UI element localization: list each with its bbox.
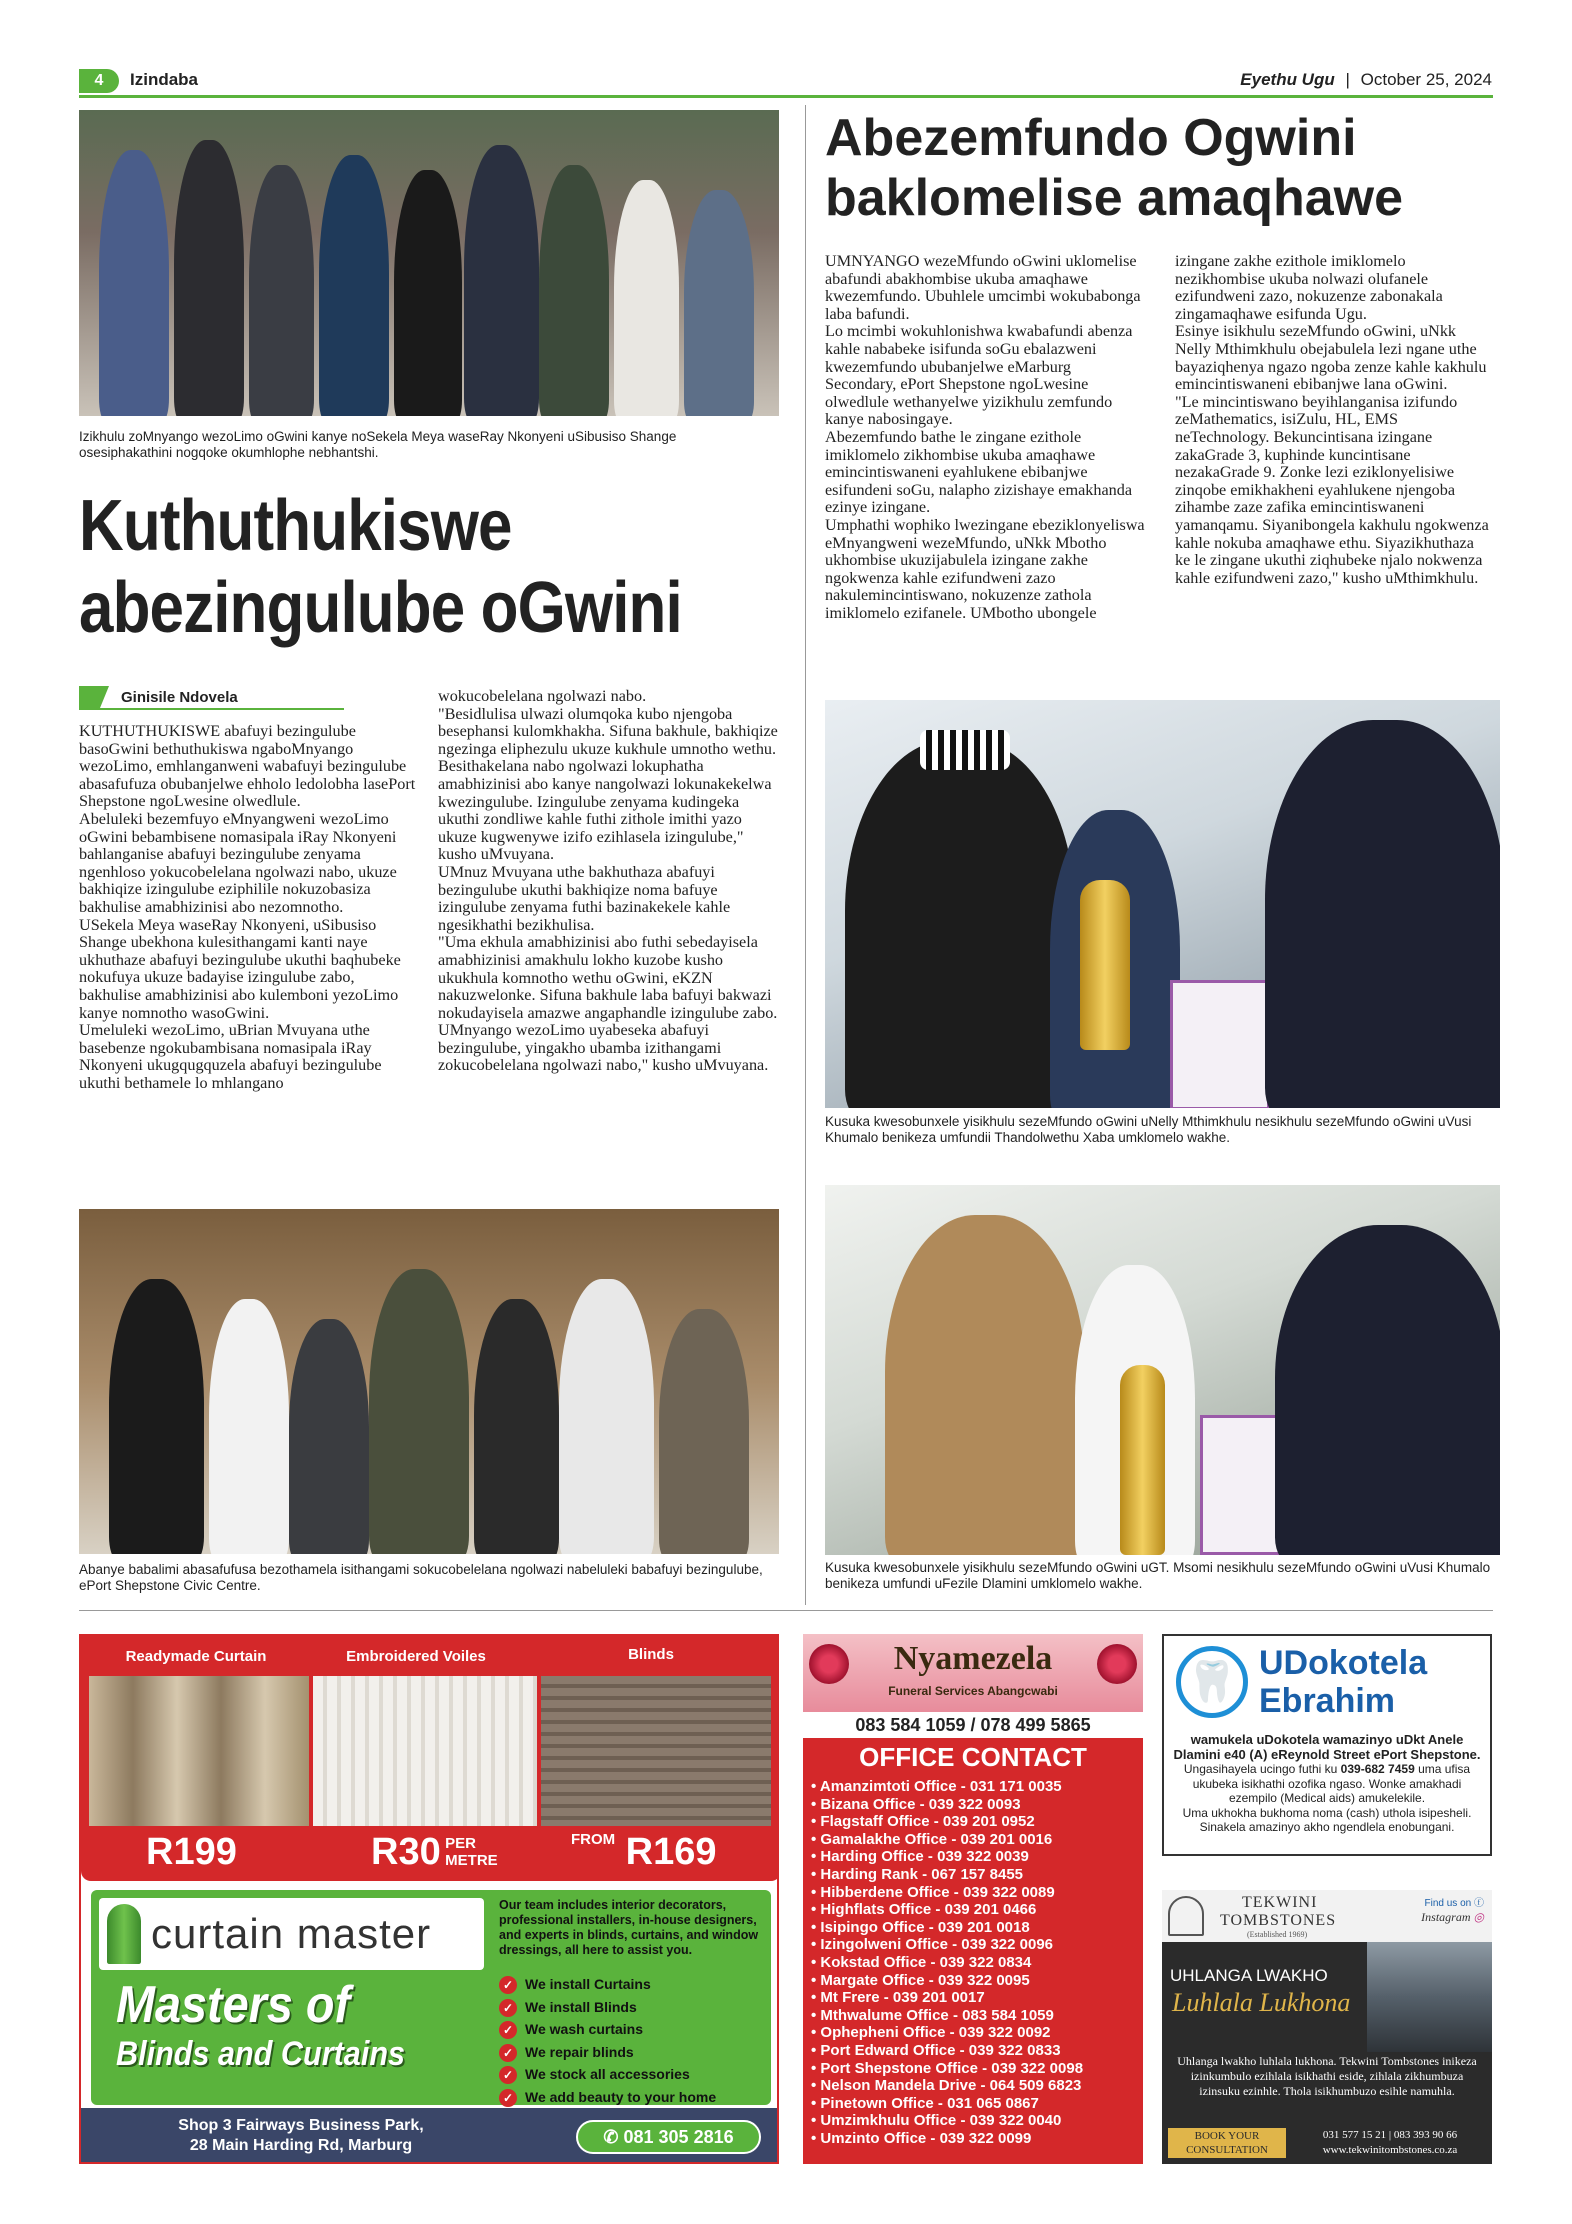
tekwini-logo-icon	[1168, 1896, 1204, 1936]
award-photo-fezile	[825, 1185, 1500, 1555]
curtain-logo-icon	[107, 1904, 141, 1964]
service-item: ✓ We repair blinds	[499, 2041, 769, 2064]
office-contact-heading: OFFICE CONTACT	[859, 1742, 1087, 1772]
left-headline	[79, 485, 784, 649]
award-photo-thandolwethu	[825, 700, 1500, 1108]
dentist-body	[1170, 1732, 1484, 1835]
rose-icon-left	[809, 1644, 849, 1684]
price-blinds	[571, 1831, 716, 1874]
office-item: • Harding Office - 039 322 0039	[811, 1848, 1029, 1866]
office-item: • Mthwalume Office - 083 584 1059	[811, 2006, 1054, 2024]
left-col2-para4: "Uma ekhula amabhizinisi abo futhi sebedayisela amabhizinisi amakhulu lokho kuzobe kusho ukukhula komnotho wethu oGwini, eKZN nakuzwelonke. Sifuna bakhule laba bafuyi bakwazi nokudayisela amazwe angaphandle izingulube zabo. UMnyango wezoLimo uyabeseka abafuyi bezingulube, yingakho ubamba izithangami zokucobelelana ngolwazi nabo," kusho uMvuyana.	[438, 933, 778, 1075]
publication-info	[1240, 70, 1492, 90]
curtain-address-line1: Shop 3 Fairways Business Park,	[178, 2117, 424, 2134]
right-col2-para2: Esinye isikhulu sezeMfundo oGwini, uNkk Nelly Mthimkhulu obejabulela lezi ngane uthe bayaziqhenya ngazo ngoba zenze kahle kakhulu emincintiswaneni ebibanjwe lana oGwini.	[1175, 322, 1487, 394]
facebook-icon: ⓕ	[1474, 1898, 1484, 1909]
office-item: • Nelson Mandela Drive - 064 509 6823	[811, 2077, 1082, 2095]
dentist-header	[1164, 1636, 1490, 1726]
curtain-brand-box	[99, 1898, 484, 1970]
check-icon: ✓	[499, 2021, 517, 2039]
curtain-phone-pill	[576, 2120, 761, 2154]
left-col2-para2: "Besidlulisa ulwazi olumqoka kubo njengoba besephansi kulomkhakha. Sifuna bakhule, bakhiqize ngezinga eliphezulu ukuze kukhule umnotho wethu. Besithakelana nabo ngolwazi lokuphatha amabhizinisi abo kanye nangolwazi lokunakekelwa kwezingulube. Izingulube zenyama kudingeka ukuthi zondliwe kahle futhi zithole imithi yazo ukuze kugwenywe izifo ezihlasela izingulube," kusho uMvuyana.	[438, 704, 778, 864]
office-item: • Port Shepstone Office - 039 322 0098	[811, 2059, 1084, 2077]
dentist-ad	[1162, 1634, 1492, 1856]
office-item: • Pinetown Office - 031 065 0867	[811, 2094, 1039, 2112]
photo4-caption: Kusuka kwesobunxele yisikhulu sezeMfundo oGwini uGT. Msomi nesikhulu sezeMfundo oGwini uVusi Khumalo benikeza umfundi uFezile Dlamini umklomelo wakhe.	[825, 1560, 1491, 1591]
price-voiles	[371, 1831, 498, 1874]
left-article-col1	[79, 723, 419, 1092]
rose-icon-right	[1097, 1644, 1137, 1684]
curtain-footer	[81, 2108, 779, 2164]
office-item: • Izingolweni Office - 039 322 0096	[811, 1936, 1054, 1954]
left-col1-para4: Umeluleki wezoLimo, uBrian Mvuyana uthe basebenze ngokubambisana nomasipala iRay Nkonyeni ukugqugquzela abafuyi bezingulube ukuthi bethamele lo mhlangano	[79, 1021, 382, 1092]
office-item: • Flagstaff Office - 039 201 0952	[811, 1813, 1035, 1831]
tekwini-website: www.tekwinitombstones.co.za	[1322, 2144, 1458, 2156]
price-from-label: FROM	[571, 1831, 616, 1848]
left-col1-para2: Abeluleki bezemfuyo eMnyangweni wezoLimo oGwini bebambisene nomasipala iRay Nkonyeni bahlanganise abafuyi bezingulube zenyama ngenhloso yokucobelelana ngolwazi nabo, ukuze bakhiqize izingulube eziphilile nokuzobasiza bakhulise amabhizinisi abo nezomnotho.	[79, 809, 397, 916]
office-item: • Gamalakhe Office - 039 201 0016	[811, 1830, 1053, 1848]
header-separator: |	[1345, 70, 1350, 89]
right-article-col2	[1175, 253, 1493, 587]
tekwini-find-us: Find us on ⓕ	[1424, 1898, 1484, 1909]
column-divider	[805, 105, 806, 1605]
photo1-caption: Izikhulu zoMnyango wezoLimo oGwini kanye noSekela Meya waseRay Nkonyeni uSibusiso Shange osesiphakathini nogqoke okumhlophe nebhantshi.	[79, 429, 677, 460]
price-metre-label: METRE	[445, 1852, 498, 1869]
left-col2-para3: UMnuz Mvuyana uthe bakhuthaza abafuyi bezingulube ukuthi bakhiqize noma bafuye izingulube zenyama futhi bazinakekele kahle ngesikhathi bezikhulisa.	[438, 862, 731, 934]
office-item: • Umzinto Office - 039 322 0099	[811, 2129, 1032, 2147]
left-col1-para3: USekela Meya waseRay Nkonyeni, uSibusiso Shange ubekhona kulesithangami kanti naye ukhuthaze abafuyi bezingulube ukuthi baqhubeke nokufuya ukuze badayise izingulube zabo, bakhulise amabhizinisi abo kulemboni yezoLimo kanye nomnotho wasoGwini.	[79, 915, 401, 1022]
book-label-line2: CONSULTATION	[1186, 2144, 1268, 2156]
embroidered-voiles-photo	[313, 1676, 537, 1826]
dentist-phone: 039-682 7459	[1340, 1762, 1415, 1776]
right-col2-para3: "Le mincintiswano beyihlanganisa izifundo zeMathematics, isiZulu, HL, EMS neTechnology. Bekuncintisana izingane zakaGrade 3, kuphinde kuncintisane nezakaGrade 9. Zonke lezi eziklonyelisiwe zinqobe emikhakheni eyahlukene njengoba zihambe zaze zafika emincintiswaneni yamanqamu. Siyanibongela kakhulu ngokwenza kahle nokuba amaqhawe ethu. Siyazikhuthaza ke le zingane ukuthi ziqhubeke njalo nokwenza kahle ezifundweni zazo," kusho uMthimkhulu.	[1175, 392, 1489, 587]
curtain-brand-name: curtain master	[151, 1910, 432, 1957]
right-article-col1	[825, 253, 1145, 622]
price-voiles-value: R30	[371, 1831, 441, 1873]
office-item: • Harding Rank - 067 157 8455	[811, 1865, 1024, 1883]
tekwini-tombstones-ad	[1162, 1890, 1492, 2164]
service-item: ✓ We install Blinds	[499, 1996, 769, 2019]
tekwini-top	[1162, 1890, 1492, 1942]
curtain-tagline-line2: Blinds and Curtains	[116, 2035, 406, 2073]
left-headline-line2: abezingulube oGwini	[79, 568, 682, 648]
tab-blinds: Blinds	[628, 1646, 674, 1663]
header-rule	[79, 95, 1493, 98]
service-item: ✓ We wash curtains	[499, 2018, 769, 2041]
check-icon: ✓	[499, 2044, 517, 2062]
publication-date: October 25, 2024	[1360, 70, 1492, 89]
right-headline-line2: baklomelise amaqhawe	[825, 169, 1404, 227]
right-col1-para1: UMNYANGO wezeMfundo oGwini uklomelise abafundi abakhombise ukuba amaqhawe kwezemfundo. Ubuhlele umcimbi wokubabonga laba bafundi.	[825, 252, 1141, 323]
nyamezela-funeral-ad	[803, 1634, 1143, 2164]
office-item: • Hibberdene Office - 039 322 0089	[811, 1883, 1055, 1901]
tab-embroidered-voiles: Embroidered Voiles	[346, 1648, 486, 1665]
office-item: • Isipingo Office - 039 201 0018	[811, 1918, 1030, 1936]
curtain-phone: 081 305 2816	[623, 2127, 734, 2147]
service-item: ✓ We add beauty to your home	[499, 2086, 769, 2109]
blinds-photo	[541, 1676, 771, 1826]
service-item: ✓ We stock all accessories	[499, 2063, 769, 2086]
check-icon: ✓	[499, 2066, 517, 2084]
curtain-master-ad	[79, 1634, 779, 2164]
tekwini-body: Uhlanga lwakho luhlala lukhona. Tekwini Tombstones inikeza izinkumbulo ezihlala isikhathi eside, zihlala zikhumbuza izinsuku ezinhle. Thola isikhumbuzo esihle namuhla.	[1177, 2054, 1477, 2098]
page-number: 4	[94, 72, 104, 89]
service-item: ✓ We install Curtains	[499, 1973, 769, 1996]
tekwini-phone: 031 577 15 21 | 083 393 90 66	[1322, 2129, 1458, 2141]
right-col2-para1: izingane zakhe ezithole imiklomelo nezikhombise ukuba nolwazi olufanele ezifundweni zazo, nokuzenze zabonakala zingamaqhawe esifunda Ugu.	[1175, 252, 1443, 323]
farmers-group-photo	[79, 1209, 779, 1554]
office-item: • Port Edward Office - 039 322 0833	[811, 2041, 1061, 2059]
check-icon: ✓	[499, 2089, 517, 2107]
dentist-booking: Ungasihayela ucingo futhi ku 039-682 7459 uma ufisa ukubeka isikhathi ozofika ngaso. Wonke amakhadi ezempilo (Medical aids) amukelekile.	[1183, 1762, 1471, 1805]
check-icon: ✓	[499, 1999, 517, 2017]
curtain-address-line2: 28 Main Harding Rd, Marburg	[189, 2137, 413, 2154]
photo2-caption: Abanye babalimi abasafufusa bezothamela isithangami sokucobelelana ngolwazi nabeluleki babafuyi bezingulube, ePort Shepstone Civic Centre.	[79, 1562, 763, 1593]
tekwini-brand-line2: TOMBSTONES	[1220, 1912, 1337, 1929]
left-col2-para1: wokucobelelana ngolwazi nabo.	[438, 687, 647, 705]
left-headline-line1: Kuthuthukiswe	[79, 486, 512, 566]
curtain-team-text: Our team includes interior decorators, professional installers, in-house designers, and experts in blinds, curtains, and window dressings, all here to assist you.	[499, 1898, 759, 1957]
book-label-line1: BOOK YOUR	[1194, 2130, 1260, 2142]
dentist-title-line1: UDokotela	[1259, 1644, 1428, 1682]
office-item: • Umzimkhulu Office - 039 322 0040	[811, 2112, 1062, 2130]
tekwini-instagram: Instagram ◎	[1421, 1910, 1484, 1924]
office-contact-list	[811, 1778, 1141, 2147]
byline-author: Ginisile Ndovela	[121, 688, 238, 706]
phone-icon: ✆	[603, 2127, 619, 2147]
officials-group-photo	[79, 110, 779, 416]
tooth-icon: 🦷	[1176, 1646, 1248, 1718]
publication-name: Eyethu Ugu	[1240, 70, 1335, 89]
tekwini-book-button[interactable]	[1168, 2128, 1286, 2158]
office-item: • Amanzimtoti Office - 031 171 0035	[811, 1778, 1062, 1795]
page-number-badge	[79, 69, 119, 93]
tombstone-photo	[1367, 1942, 1492, 2052]
office-item: • Bizana Office - 039 322 0093	[811, 1795, 1021, 1813]
nyamezela-brand: Nyamezela	[893, 1640, 1053, 1677]
office-item: • Margate Office - 039 322 0095	[811, 1971, 1030, 1989]
left-article-col2	[438, 688, 783, 1075]
dentist-cash-info: Uma ukhokha bukhoma noma (cash) uthola isipesheli. Sinakela amazinyo akho ngendlela enobungani.	[1182, 1805, 1472, 1834]
nyamezela-phones: 083 584 1059 / 078 499 5865	[803, 1712, 1143, 1738]
curtain-services-list	[499, 1973, 769, 2108]
office-item: • Ophepheni Office - 039 322 0092	[811, 2024, 1051, 2042]
dentist-intro: wamukela uDokotela wamazinyo uDkt Anele Dlamini e40 (A) eReynold Street ePort Shepstone.	[1173, 1732, 1481, 1762]
readymade-curtain-photo	[89, 1676, 309, 1826]
instagram-icon: ◎	[1473, 1910, 1484, 1924]
tekwini-heading: UHLANGA LWAKHO	[1170, 1966, 1328, 1985]
office-item: • Highflats Office - 039 201 0466	[811, 1901, 1037, 1919]
byline	[79, 686, 344, 710]
curtain-tagline-line1: Masters of	[116, 1976, 351, 2034]
price-per-label: PER	[445, 1835, 477, 1852]
curtain-tagline	[116, 1976, 437, 2074]
office-item: • Mt Frere - 039 201 0017	[811, 1989, 985, 2007]
right-col1-para3: Abezemfundo bathe le zingane ezithole imiklomelo zikhombise ukuba amaqhawe emincintiswaneni eyahlukene ebibanjwe esifundeni soGu, nalapho zizishaye emakhanda ezinye izingane.	[825, 427, 1133, 517]
right-col1-para4: Umphathi wophiko lwezingane ebeziklonyeliswa eMnyangweni wezeMfundo, uNkk Mbotho ukhombise ukuzijabulela izingane zakhe ngokwenza kahle ezifundweni zazo nakulemincintiswano, nokuzenze zathola imiklomelo ezifanele. UMbotho ubongele	[825, 515, 1145, 622]
price-blinds-value: R169	[625, 1831, 717, 1873]
tab-readymade-curtain: Readymade Curtain	[125, 1648, 267, 1665]
tekwini-brand-line1: TEKWINI	[1242, 1894, 1318, 1911]
tekwini-established: (Established 1969)	[1247, 1930, 1308, 1939]
check-icon: ✓	[499, 1976, 517, 1994]
tekwini-contact	[1292, 2128, 1488, 2158]
nyamezela-subtitle: Funeral Services Abangcwabi	[888, 1684, 1058, 1698]
right-headline-line1: Abezemfundo Ogwini	[825, 109, 1357, 167]
office-item: • Kokstad Office - 039 322 0834	[811, 1953, 1032, 1971]
curtain-address	[81, 2116, 521, 2156]
right-headline	[825, 108, 1403, 228]
section-name: Izindaba	[130, 70, 199, 89]
ads-top-rule	[79, 1610, 1493, 1611]
dentist-title-line2: Ebrahim	[1259, 1682, 1396, 1720]
tekwini-script: Luhlala Lukhona	[1172, 1988, 1351, 2017]
nyamezela-header	[803, 1634, 1143, 1714]
left-col1-para1: KUTHUTHUKISWE abafuyi bezingulube basoGwini bethuthukiswa ngaboMnyango wezoLimo, emhlanganweni wabafuyi bezingulube abasafufuza obubanjelwe ehholo ledolobha lasePort Shepstone ngoLwesine olwedlule.	[79, 722, 416, 811]
price-readymade: R199	[146, 1831, 237, 1873]
right-col1-para2: Lo mcimbi wokuhlonishwa kwabafundi abenza kahle nababeke isifunda soGu ebalazweni kwezemfundo ububanjelwe eMarburg Secondary, ePort Shepstone ngoLwesine olwedlule wethanyelwe yizikhulu zemfundo kanye nabosingaye.	[825, 322, 1133, 429]
photo3-caption: Kusuka kwesobunxele yisikhulu sezeMfundo oGwini uNelly Mthimkhulu nesikhulu sezeMfundo oGwini uVusi Khumalo benikeza umfundii Thandolwethu Xaba umklomelo wakhe.	[825, 1114, 1472, 1145]
